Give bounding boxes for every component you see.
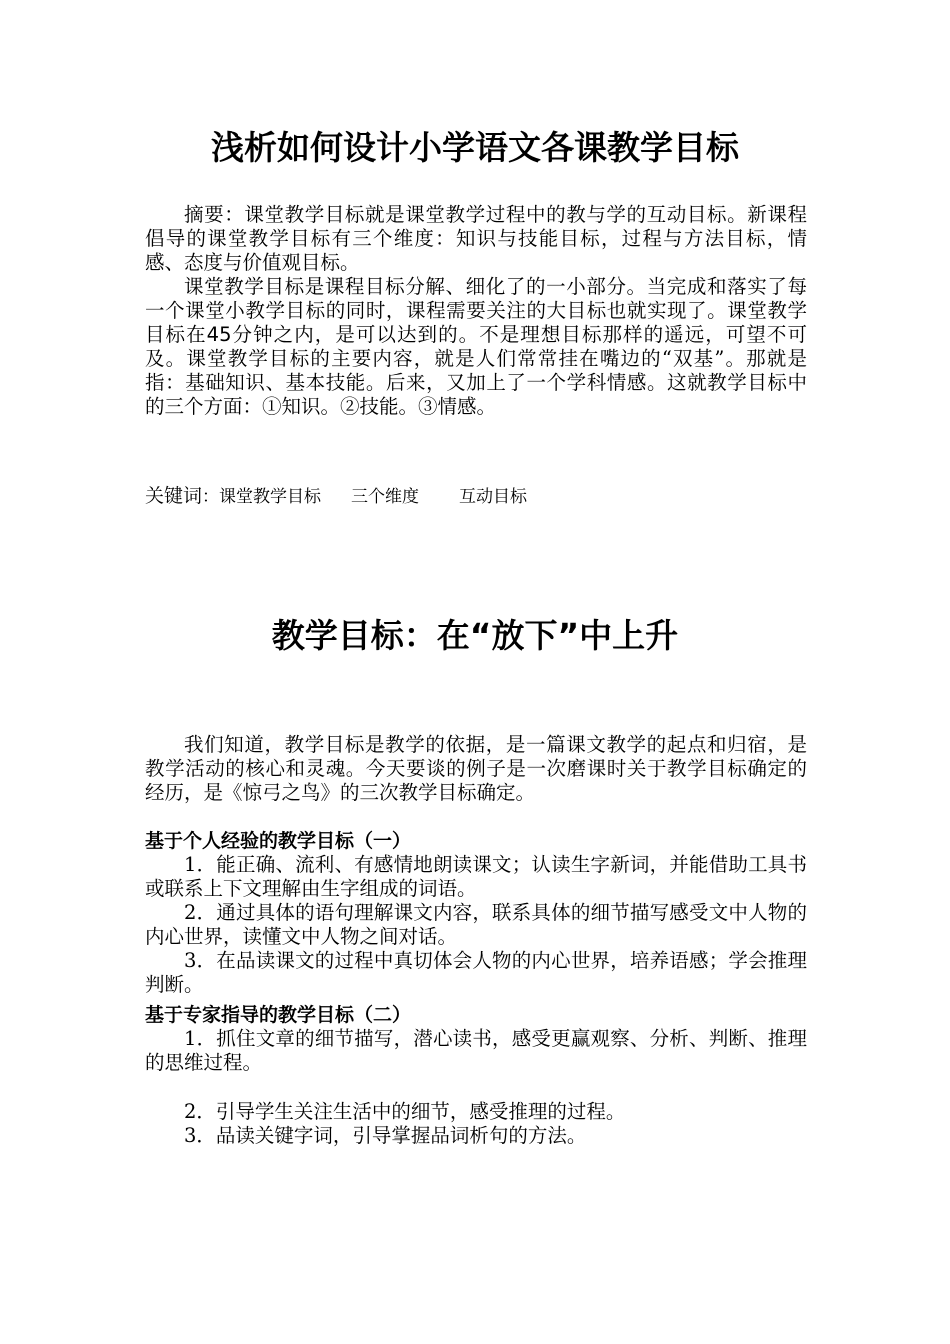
abstract-label: 摘要 — [184, 203, 225, 226]
keywords-colon: ： — [202, 487, 220, 507]
goals-heading-1: 基于个人经验的教学目标（一） — [145, 830, 412, 852]
intro-section — [145, 733, 807, 805]
abstract-paragraph-2 — [145, 275, 807, 419]
abstract-colon: ： — [224, 203, 245, 226]
document-title: 浅析如何设计小学语文各课教学目标 — [211, 128, 739, 167]
abstract-text-2b: 分钟之内，是可以达到的。不是理想目标那样的遥远，可望不可及。 — [145, 323, 807, 370]
goals-list-1 — [145, 853, 807, 997]
intro-paragraph: 我们知道，教学目标是教学的依据，是一篇课文教学的起点和归宿，是教学活动的核心和灵魂。今天要谈的例子是一次磨课时关于教学目标确定的经历，是《惊弓之鸟》的三次教学目标确定。 — [145, 733, 807, 804]
goals-list-2 — [145, 1027, 807, 1075]
abstract-paragraph-1 — [145, 203, 807, 275]
keyword-item: 三个维度 — [351, 487, 420, 507]
goal-item: 3．在品读课文的过程中真切体会人物的内心世界，培养语感；学会推理判断。 — [145, 949, 807, 996]
abstract-text-1: 课堂教学目标就是课堂教学过程中的教与学的互动目标。新课程倡导的课堂教学目标有三个维度：知识与技能目标，过程与方法目标，情感、态度与价值观目标。 — [145, 203, 807, 274]
goal-item: 2．引导学生关注生活中的细节，感受推理的过程。 — [184, 1100, 626, 1123]
goal-item: 1．能正确、流利、有感情地朗读课文；认读生字新词，并能借助工具书或联系上下文理解由生字组成的词语。 — [145, 853, 807, 900]
abstract-text-2c: 课堂教学目标的主要内容，就是人们常常挂在嘴边的“双基”。那就是指：基础知识、基本技能。后来，又加上了一个学科情感。这就教学目标中的三个方面：①知识。②技能。③情感。 — [145, 347, 807, 418]
goals-list-2-continued — [145, 1100, 807, 1148]
abstract-section — [145, 203, 807, 419]
keywords-line — [145, 484, 527, 509]
abstract-number: 45 — [206, 323, 232, 346]
abstract-text-2a: 课堂教学目标是课程目标分解、细化了的一小部分。当完成和落实了每一个课堂小教学目标的同时，课程需要关注的大目标也就实现了。课堂教学目标在 — [145, 275, 807, 346]
keywords-label: 关键词 — [145, 485, 203, 507]
goal-item: 2．通过具体的语句理解课文内容，联系具体的细节描写感受文中人物的内心世界，读懂文中人物之间对话。 — [145, 901, 807, 948]
keyword-item: 课堂教学目标 — [219, 487, 322, 507]
goal-item: 1．抓住文章的细节描写，潜心读书，感受更赢观察、分析、判断、推理的思维过程。 — [145, 1027, 807, 1074]
keyword-item: 互动目标 — [459, 487, 528, 507]
goal-item: 3．品读关键字词，引导掌握品词析句的方法。 — [184, 1124, 587, 1147]
goals-heading-2: 基于专家指导的教学目标（二） — [145, 1004, 412, 1026]
section-title: 教学目标：在“放下”中上升 — [271, 616, 679, 655]
